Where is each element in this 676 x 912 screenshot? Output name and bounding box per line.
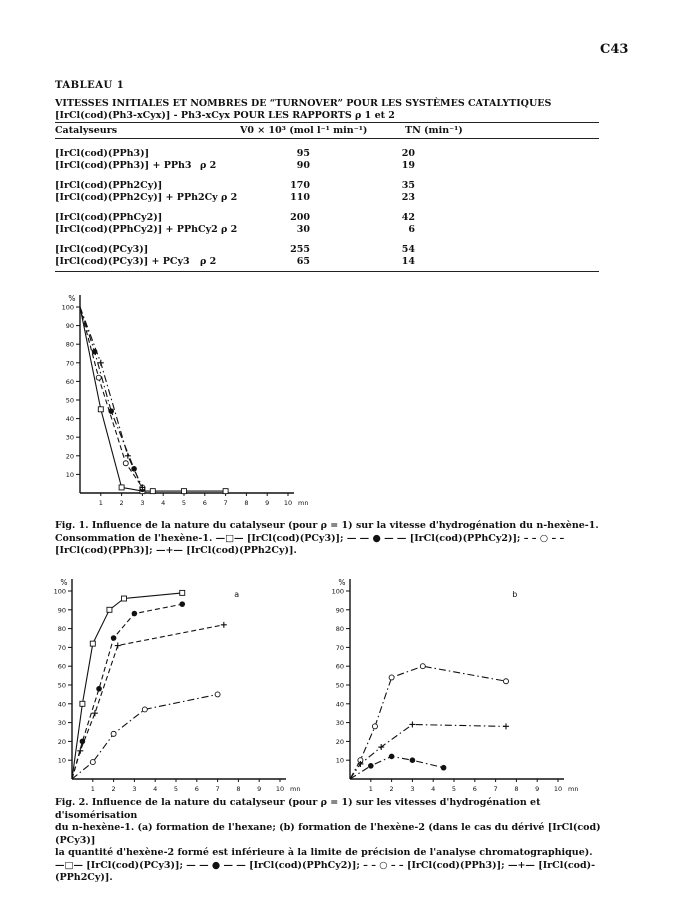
x-tick-label: 10	[275, 785, 285, 793]
tn-cell: 23	[401, 192, 415, 203]
data-point	[441, 765, 447, 771]
data-point	[111, 635, 117, 641]
y-tick-label: 70	[335, 643, 344, 652]
v0-cell: 200	[290, 212, 310, 223]
data-point	[182, 489, 187, 494]
x-tick-label: 5	[451, 785, 457, 793]
y-tick-label: 30	[57, 719, 66, 728]
x-tick-label: 1	[90, 785, 95, 793]
y-tick-label: 70	[65, 359, 74, 368]
y-tick-label: 60	[57, 662, 66, 671]
fig2-caption-line: du n-hexène-1. (a) formation de l'hexane; (b) formation de l'hexène-2 (dans le cas du dérivé [IrCl(cod)(PCy3)]	[55, 822, 601, 846]
series-line	[80, 307, 142, 489]
catalyst-cell: [IrCl(cod)(PPh3)] + PPh3	[55, 160, 192, 171]
data-point	[98, 407, 103, 412]
data-point	[90, 641, 95, 646]
y-axis-label: %	[338, 578, 346, 587]
y-tick-label: 10	[57, 756, 66, 765]
series-line	[80, 307, 142, 487]
y-tick-label: 100	[53, 587, 66, 596]
data-point	[410, 757, 416, 763]
y-tick-label: 20	[57, 737, 66, 746]
x-tick-label: 5	[181, 499, 187, 507]
x-tick-label: 8	[236, 785, 241, 793]
data-point	[96, 686, 102, 692]
data-point	[179, 601, 185, 607]
catalyst-cell: [IrCl(cod)(PPhCy2)] + PPhCy2 ρ 2	[55, 224, 238, 235]
x-tick-label: 2	[389, 785, 394, 793]
y-tick-label: 60	[65, 377, 74, 386]
fig2-caption-line: (PPh2Cy)].	[55, 872, 113, 883]
v0-cell: 30	[296, 224, 310, 235]
catalyst-cell: [IrCl(cod)(PPh2Cy)] + PPh2Cy ρ 2	[55, 192, 238, 203]
y-tick-label: 20	[65, 452, 74, 461]
y-tick-label: 80	[335, 625, 344, 634]
page-number: C43	[600, 42, 629, 57]
panel-label: a	[234, 590, 240, 599]
data-point	[180, 590, 185, 595]
x-tick-label: 3	[132, 785, 137, 793]
data-point	[115, 643, 121, 649]
y-tick-label: 10	[65, 470, 74, 479]
rho-cell: ρ 2	[200, 256, 217, 267]
y-tick-label: 50	[65, 396, 74, 405]
y-tick-label: 60	[335, 662, 344, 671]
y-tick-label: 80	[57, 625, 66, 634]
data-point	[123, 461, 128, 466]
x-tick-label: 10	[553, 785, 563, 793]
y-tick-label: 40	[65, 415, 74, 424]
y-tick-label: 20	[335, 737, 344, 746]
series-line	[350, 666, 506, 779]
y-tick-label: 90	[57, 606, 66, 615]
table-label: TABLEAU 1	[55, 80, 125, 91]
data-point	[122, 596, 127, 601]
table-title-line2: [IrCl(cod)(Ph3-xCyx)] - Ph3-xCyx POUR LES RAPPORTS ρ 1 et 2	[55, 110, 395, 121]
v0-cell: 170	[290, 180, 310, 191]
y-tick-label: 80	[65, 340, 74, 349]
x-tick-label: 10	[283, 499, 293, 507]
v0-cell: 90	[296, 160, 310, 171]
v0-cell: 65	[296, 256, 310, 267]
y-tick-label: 90	[65, 322, 74, 331]
x-tick-label: 1	[368, 785, 373, 793]
table-title-line1: VITESSES INITIALES ET NOMBRES DE “TURNOVER” POUR LES SYSTÈMES CATALYTIQUES	[55, 98, 552, 109]
x-axis-label: mn	[568, 785, 579, 793]
series-line	[80, 307, 226, 491]
data-point	[90, 760, 95, 765]
data-point	[504, 679, 509, 684]
x-tick-label: 8	[514, 785, 519, 793]
tn-cell: 6	[408, 224, 415, 235]
x-tick-label: 1	[98, 499, 103, 507]
catalyst-cell: [IrCl(cod)(PCy3)] + PCy3	[55, 256, 190, 267]
data-point	[125, 453, 131, 459]
y-tick-label: 30	[335, 719, 344, 728]
v0-cell: 110	[290, 192, 310, 203]
catalyst-cell: [IrCl(cod)(PPh3)]	[55, 148, 150, 159]
data-point	[111, 731, 116, 736]
x-tick-label: 3	[410, 785, 415, 793]
table-header-v0: V0 × 10³ (mol l⁻¹ min⁻¹)	[240, 125, 368, 136]
x-tick-label: 6	[472, 785, 477, 793]
fig1-caption-line: Fig. 1. Influence de la nature du catalyseur (pour ρ = 1) sur la vitesse d'hydrogénation du n-hexène-1.	[55, 520, 599, 531]
series-line	[72, 604, 182, 779]
series-line	[80, 307, 142, 487]
data-point	[221, 622, 227, 628]
rho-cell: ρ 2	[200, 160, 217, 171]
x-tick-label: 4	[161, 499, 166, 507]
y-tick-label: 100	[61, 303, 74, 312]
panel-label: b	[512, 590, 518, 599]
catalyst-cell: [IrCl(cod)(PPhCy2)]	[55, 212, 163, 223]
y-tick-label: 90	[335, 606, 344, 615]
data-point	[150, 489, 155, 494]
data-point	[142, 707, 147, 712]
data-point	[132, 611, 138, 617]
series-line	[350, 725, 506, 780]
series-line	[350, 756, 444, 779]
fig1-caption-line: [IrCl(cod)(PPh3)]; —+— [IrCl(cod)(PPh2Cy)].	[55, 545, 297, 556]
x-tick-label: 2	[119, 499, 124, 507]
y-axis-label: %	[60, 578, 68, 587]
y-tick-label: 30	[65, 433, 74, 442]
data-point	[223, 489, 228, 494]
series-line	[72, 593, 182, 779]
y-axis-label: %	[68, 294, 76, 303]
y-tick-label: 100	[331, 587, 344, 596]
x-tick-label: 7	[493, 785, 498, 793]
data-point	[409, 721, 415, 727]
x-tick-label: 6	[202, 499, 207, 507]
data-point	[80, 701, 85, 706]
tn-cell: 14	[401, 256, 415, 267]
table-header-catalyst: Catalyseurs	[55, 125, 118, 136]
data-point	[420, 664, 425, 669]
tn-cell: 35	[401, 180, 415, 191]
table-header-tn: TN (min⁻¹)	[405, 125, 463, 136]
y-tick-label: 40	[57, 700, 66, 709]
data-point	[119, 485, 124, 490]
data-point	[503, 723, 509, 729]
fig1-caption	[55, 520, 615, 558]
tn-cell: 20	[401, 148, 415, 159]
tn-cell: 42	[401, 212, 415, 223]
fig2-caption-line: la quantité d'hexène-2 formé est inférieure à la limite de précision de l'analyse chromatographique).	[55, 847, 593, 858]
x-tick-label: 4	[153, 785, 158, 793]
fig2-caption	[55, 797, 615, 885]
x-tick-label: 3	[140, 499, 145, 507]
x-tick-label: 7	[223, 499, 228, 507]
data-point	[368, 763, 374, 769]
x-tick-label: 9	[257, 785, 262, 793]
fig1-caption-line: Consommation de l'hexène-1. —□— [IrCl(cod)(PCy3)]; — — ● — — [IrCl(cod)(PPhCy2)]; – – ○ – –	[55, 532, 565, 544]
x-tick-label: 6	[194, 785, 199, 793]
x-tick-label: 5	[173, 785, 179, 793]
y-tick-label: 50	[57, 681, 66, 690]
data-point	[92, 710, 98, 716]
y-tick-label: 70	[57, 643, 66, 652]
v0-cell: 95	[296, 148, 310, 159]
x-axis-label: mn	[290, 785, 301, 793]
x-tick-label: 9	[535, 785, 540, 793]
tn-cell: 19	[401, 160, 415, 171]
catalyst-cell: [IrCl(cod)(PPh2Cy)]	[55, 180, 163, 191]
y-tick-label: 10	[335, 756, 344, 765]
y-tick-label: 50	[335, 681, 344, 690]
fig2-caption-line: Fig. 2. Influence de la nature du catalyseur (pour ρ = 1) sur les vitesses d'hydrogénation et d'isomérisation	[55, 797, 541, 821]
x-tick-label: 4	[431, 785, 436, 793]
tn-cell: 54	[401, 244, 415, 255]
data-point	[372, 724, 377, 729]
v0-cell: 255	[290, 244, 310, 255]
x-axis-label: mn	[298, 499, 309, 507]
data-point	[96, 375, 101, 380]
x-tick-label: 8	[244, 499, 249, 507]
x-tick-label: 7	[215, 785, 220, 793]
x-tick-label: 2	[111, 785, 116, 793]
data-point	[107, 607, 112, 612]
data-point	[389, 675, 394, 680]
data-point	[389, 754, 395, 760]
x-tick-label: 9	[265, 499, 270, 507]
data-point	[77, 748, 83, 754]
catalyst-cell: [IrCl(cod)(PCy3)]	[55, 244, 149, 255]
y-tick-label: 40	[335, 700, 344, 709]
fig2-caption-line: —□— [IrCl(cod)(PCy3)]; — — ● — — [IrCl(cod)(PPhCy2)]; – – ○ – – [IrCl(cod)(PPh3)]; —+— [IrCl(cod)-	[55, 859, 596, 871]
data-point	[215, 692, 220, 697]
